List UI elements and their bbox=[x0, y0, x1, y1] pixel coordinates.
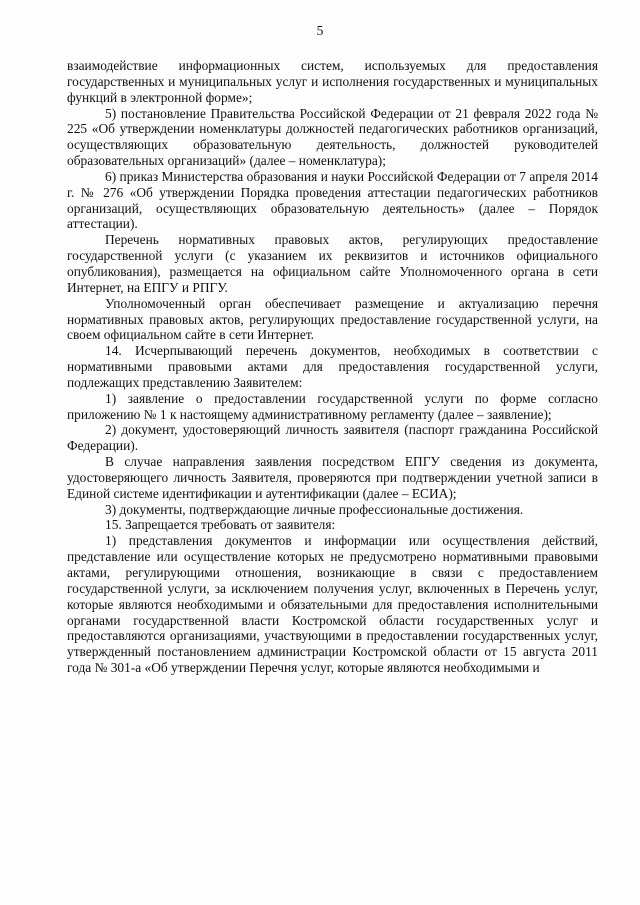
document-body bbox=[67, 58, 598, 676]
paragraph-section-15: 15. Запрещается требовать от заявителя: bbox=[105, 517, 336, 533]
paragraph-legal-acts-update: Уполномоченный орган обеспечивает размещение и актуализацию перечня нормативных правовых актов, регулирующих предоставление государственной услуги, на своем официальном сайте в сети Интернет. bbox=[67, 295, 598, 343]
paragraph-prohibition-item-1: 1) представления документов и информации или осуществления действий, представление или осуществление которых не предусмотрено нормативными правовыми актами, регулирующими отношения, возникающие в связи с предоставлением государственной услуги, за исключением получения услуг, включенных в Перечень услуг, которые являются необходимыми и обязательными для предоставления исполнительными органами государственной власти Костромской области государственных услуг и предоставляются организациями, участвующими в предоставлении государственных услуг, утвержденный постановлением администрации Костромской области от 15 августа 2011 года № 301-а «Об утверждении Перечня услуг, которые являются необходимыми и bbox=[67, 533, 598, 676]
paragraph-item-3-achievements: 3) документы, подтверждающие личные профессиональные достижения. bbox=[105, 501, 524, 517]
paragraph-continuation: взаимодействие информационных систем, используемых для предоставления государственных и муниципальных услуг и исполнения государственных и муниципальных функций в электронной форме»; bbox=[67, 58, 598, 105]
paragraph-legal-acts-list: Перечень нормативных правовых актов, регулирующих предоставление государственной услуги (с указанием их реквизитов и источников официального опубликования), размещается на официальном сайте Уполномоченного органа в сети Интернет, на ЕПГУ и РПГУ. bbox=[67, 232, 598, 295]
paragraph-esia-verification: В случае направления заявления посредством ЕПГУ сведения из документа, удостоверяющего личность Заявителя, проверяются при подтверждении учетной записи в Единой системе идентификации и аутентификации (далее – ЕСИА); bbox=[67, 454, 598, 501]
paragraph-section-14: 14. Исчерпывающий перечень документов, необходимых в соответствии с нормативными правовыми актами для предоставления государственной услуги, подлежащих представлению Заявителем: bbox=[67, 343, 598, 390]
paragraph-item-6-order: 6) приказ Министерства образования и науки Российской Федерации от 7 апреля 2014 г. № 276 «Об утверждении Порядка проведения аттестации педагогических работников организаций, осуществляющих образовательную деятельность» (далее – Порядок аттестации). bbox=[67, 168, 598, 232]
paragraph-item-1-application: 1) заявление о предоставлении государственной услуги по форме согласно приложению № 1 к настоящему административному регламенту (далее – заявление); bbox=[67, 390, 598, 422]
page-number: 5 bbox=[316, 23, 324, 38]
paragraph-item-2-identity-document: 2) документ, удостоверяющий личность заявителя (паспорт гражданина Российской Федерации). bbox=[67, 422, 598, 454]
paragraph-item-5-resolution: 5) постановление Правительства Российской Федерации от 21 февраля 2022 года № 225 «Об утверждении номенклатуры должностей педагогических работников организаций, осуществляющих образовательную деятельность, должностей руководителей образовательных организаций» (далее – номенклатура); bbox=[67, 105, 598, 169]
